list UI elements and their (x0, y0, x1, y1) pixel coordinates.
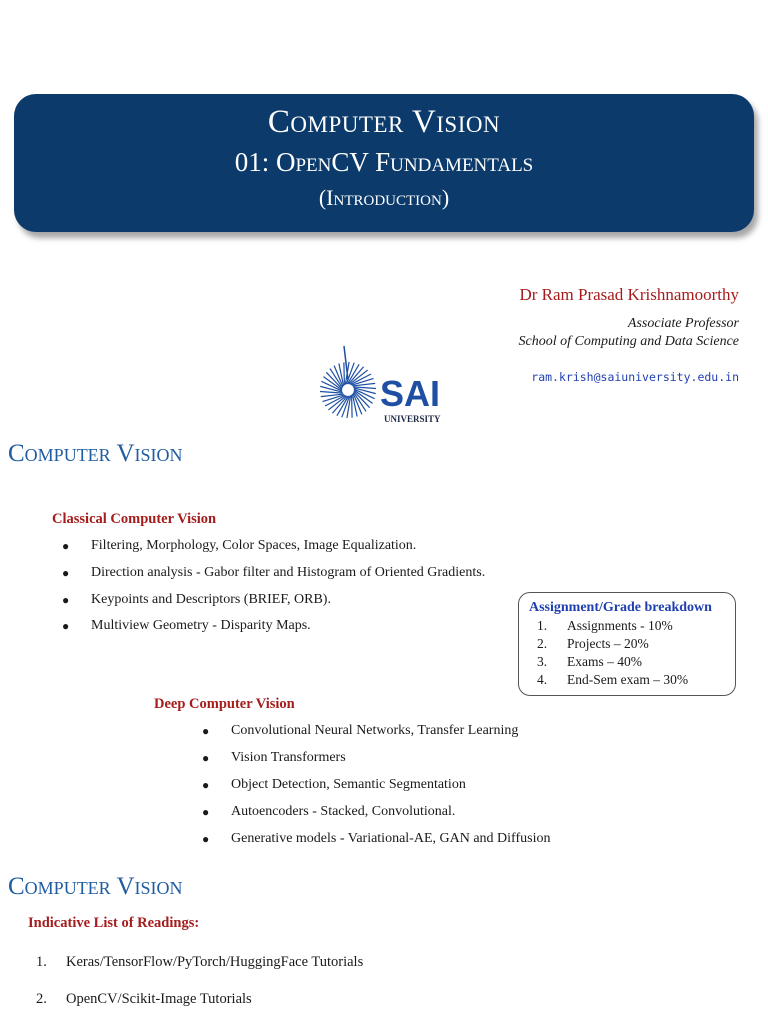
deep-item: Autoencoders - Stacked, Convolutional. (231, 804, 456, 819)
bullet-icon: ● (202, 805, 210, 819)
grade-row (537, 654, 642, 670)
bullet-icon: ● (202, 751, 210, 765)
deep-item: Vision Transformers (231, 750, 346, 765)
grade-text: End-Sem exam – 30% (567, 672, 689, 687)
title-line-1: Computer Vision (267, 104, 501, 140)
readings-title: Indicative List of Readings: (28, 915, 200, 931)
deep-item: Object Detection, Semantic Segmentation (231, 777, 466, 792)
section-heading-2: Computer Vision (8, 873, 183, 900)
logo-subtext: UNIVERSITY (384, 414, 441, 424)
reading-text: OpenCV/Scikit-Image Tutorials (66, 991, 252, 1007)
section-heading-1: Computer Vision (8, 440, 183, 467)
grade-breakdown-box (518, 592, 736, 696)
title-line-2: 01: OpenCV Fundamentals (234, 147, 534, 177)
grade-num: 4. (537, 672, 548, 687)
author-school: School of Computing and Data Science (518, 334, 739, 349)
deep-item: Convolutional Neural Networks, Transfer Learning (231, 723, 519, 738)
grade-breakdown-title: Assignment/Grade breakdown (529, 600, 712, 615)
bullet-icon: ● (62, 619, 70, 633)
reading-num: 1. (36, 954, 47, 970)
grade-text: Projects – 20% (567, 636, 649, 651)
grade-num: 3. (537, 654, 548, 669)
logo-text: SAI (380, 373, 441, 414)
grade-num: 1. (537, 618, 548, 633)
author-name: Dr Ram Prasad Krishnamoorthy (519, 285, 739, 304)
grade-row (537, 672, 688, 688)
classical-item: Multiview Geometry - Disparity Maps. (91, 618, 311, 633)
bullet-icon: ● (202, 832, 210, 846)
grade-text: Assignments - 10% (567, 618, 673, 633)
bullet-icon: ● (202, 778, 210, 792)
grade-num: 2. (537, 636, 548, 651)
grade-row (537, 618, 673, 634)
bullet-icon: ● (62, 566, 70, 580)
bullet-icon: ● (62, 593, 70, 607)
grade-row (537, 636, 649, 652)
author-email-link[interactable]: ram.krish@saiuniversity.edu.in (531, 370, 739, 384)
bullet-icon: ● (62, 539, 70, 553)
reading-text: Keras/TensorFlow/PyTorch/HuggingFace Tutorials (66, 954, 364, 970)
bullet-icon: ● (202, 724, 210, 738)
deep-cv-title: Deep Computer Vision (154, 696, 295, 712)
grade-text: Exams – 40% (567, 654, 642, 669)
reading-num: 2. (36, 991, 47, 1007)
reading-item (36, 954, 363, 971)
classical-item: Direction analysis - Gabor filter and Histogram of Oriented Gradients. (91, 565, 486, 580)
classical-item: Keypoints and Descriptors (BRIEF, ORB). (91, 592, 331, 607)
classical-cv-title: Classical Computer Vision (52, 511, 217, 527)
reading-item (36, 991, 252, 1008)
sai-university-logo (318, 344, 450, 426)
logo-sunburst-icon (320, 346, 376, 418)
classical-item: Filtering, Morphology, Color Spaces, Image Equalization. (91, 538, 417, 553)
title-line-3: (Introduction) (318, 185, 450, 210)
author-role: Associate Professor (627, 316, 739, 331)
deep-item: Generative models - Variational-AE, GAN and Diffusion (231, 831, 551, 846)
